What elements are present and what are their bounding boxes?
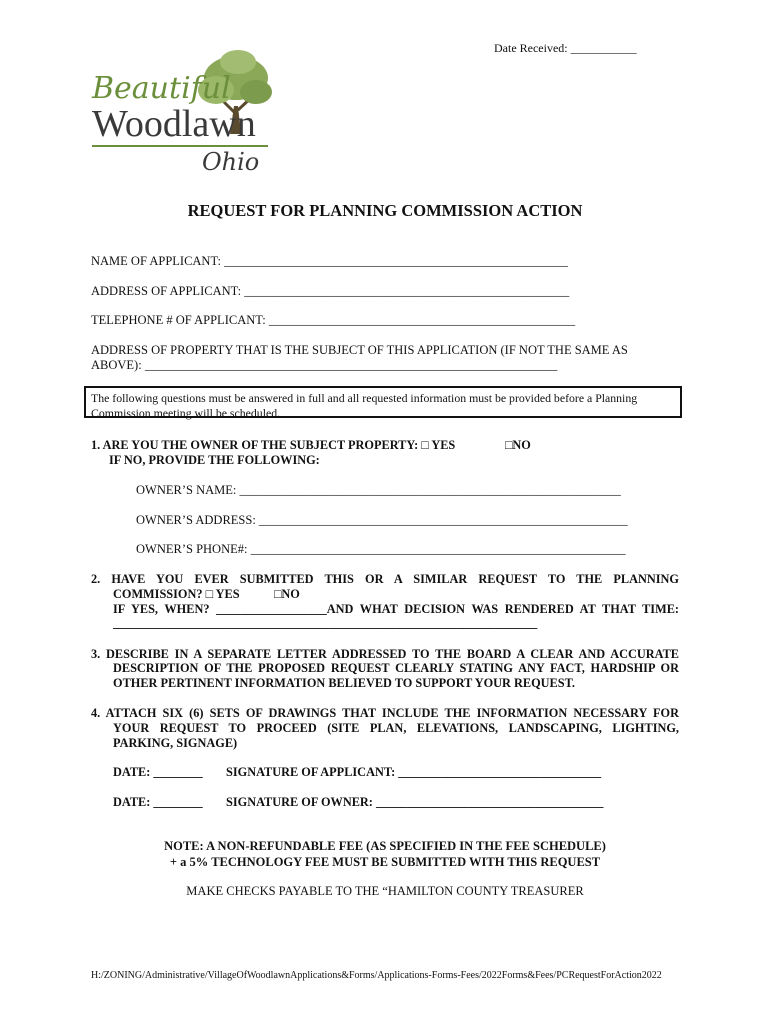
logo-woodlawn-text: Woodlawn — [92, 103, 256, 145]
logo-beautiful-text: Beautiful — [92, 71, 231, 106]
page-title: REQUEST FOR PLANNING COMMISSION ACTION — [187, 201, 583, 220]
property-address-label: ADDRESS OF PROPERTY THAT IS THE SUBJECT OF THIS APPLICATION (IF NOT THE SAME AS — [91, 343, 628, 357]
question-2-when[interactable] — [113, 602, 679, 617]
question-2-when-line[interactable]: IF YES, WHEN? __________________AND WHAT DECISION WAS RENDERED AT THAT TIME: — [113, 602, 679, 616]
applicant-telephone-field[interactable]: TELEPHONE # OF APPLICANT: _________________________________________________ — [91, 313, 576, 327]
owner-name-field[interactable]: OWNER’S NAME: _____________________________________________________________ — [136, 483, 621, 497]
question-3-line2: DESCRIPTION OF THE PROPOSED REQUEST CLEARLY STATING ANY FACT, HARDSHIP OR — [113, 661, 679, 675]
fee-note — [0, 838, 770, 870]
question-4-line1: 4. ATTACH SIX (6) SETS OF DRAWINGS THAT INCLUDE THE INFORMATION NECESSARY FOR — [91, 706, 679, 720]
woodlawn-logo — [88, 46, 273, 176]
owner-date-field[interactable]: DATE: ________ — [113, 795, 203, 809]
woodlawn-logo-graphic — [88, 46, 273, 176]
question-2-text — [91, 572, 679, 587]
question-1-text: 1. ARE YOU THE OWNER OF THE SUBJECT PROPERTY: □ YES — [91, 438, 456, 452]
applicant-name-field[interactable]: NAME OF APPLICANT: _______________________________________________________ — [91, 254, 568, 268]
question-4-line2-wrap — [113, 721, 679, 736]
logo-ohio-text: Ohio — [202, 148, 260, 176]
owner-phone-field[interactable]: OWNER’S PHONE#: ____________________________________________________________ — [136, 542, 626, 556]
question-3-line1: 3. DESCRIBE IN A SEPARATE LETTER ADDRESSED TO THE BOARD A CLEAR AND ACCURATE — [91, 647, 679, 661]
applicant-signature-field[interactable]: SIGNATURE OF APPLICANT: _________________________________ — [226, 765, 602, 779]
question-4-text — [91, 706, 679, 721]
fee-note-line2: + a 5% TECHNOLOGY FEE MUST BE SUBMITTED WITH THIS REQUEST — [169, 855, 601, 869]
owner-signature-field[interactable]: SIGNATURE OF OWNER: _____________________________________ — [226, 795, 604, 809]
question-1-no-checkbox[interactable]: □NO — [505, 438, 531, 452]
file-path-footer: H:/ZONING/Administrative/VillageOfWoodlawnApplications&Forms/Applications-Forms-Fees/2022Forms&Fees/PCRequestForAction2022 — [91, 970, 662, 981]
applicant-date-field[interactable]: DATE: ________ — [113, 765, 203, 779]
question-2-no-checkbox[interactable]: □NO — [274, 587, 300, 601]
question-3-line3: OTHER PERTINENT INFORMATION BELIEVED TO SUPPORT YOUR REQUEST. — [113, 676, 575, 690]
fee-note-line1: NOTE: A NON-REFUNDABLE FEE (AS SPECIFIED IN THE FEE SCHEDULE) — [164, 839, 606, 853]
question-2-line1: 2. HAVE YOU EVER SUBMITTED THIS OR A SIMILAR REQUEST TO THE PLANNING — [91, 572, 679, 586]
payable-note: MAKE CHECKS PAYABLE TO THE “HAMILTON COUNTY TREASURER — [186, 884, 584, 898]
question-4-line2: YOUR REQUEST TO PROCEED (SITE PLAN, ELEVATIONS, LANDSCAPING, LIGHTING, — [113, 721, 679, 735]
question-4-line3: PARKING, SIGNAGE) — [113, 736, 238, 750]
question-1-followup: IF NO, PROVIDE THE FOLLOWING: — [109, 453, 320, 467]
owner-address-field[interactable]: OWNER’S ADDRESS: ___________________________________________________________ — [136, 513, 628, 527]
question-2-yes-checkbox[interactable]: COMMISSION? □ YES — [113, 587, 240, 601]
date-received-field[interactable]: Date Received: ___________ — [494, 41, 637, 55]
question-2-decision-field[interactable]: _____________________________________________________________________ — [113, 616, 538, 630]
applicant-address-field[interactable]: ADDRESS OF APPLICANT: ____________________________________________________ — [91, 284, 570, 298]
instructions-notice: The following questions must be answered in full and all requested information must be provided before a Planning Commission meeting will be scheduled. — [84, 386, 682, 418]
question-3-text — [91, 647, 679, 662]
property-address-field[interactable]: ABOVE): __________________________________________________________________ — [91, 358, 558, 372]
question-3-line2-wrap — [113, 661, 679, 676]
